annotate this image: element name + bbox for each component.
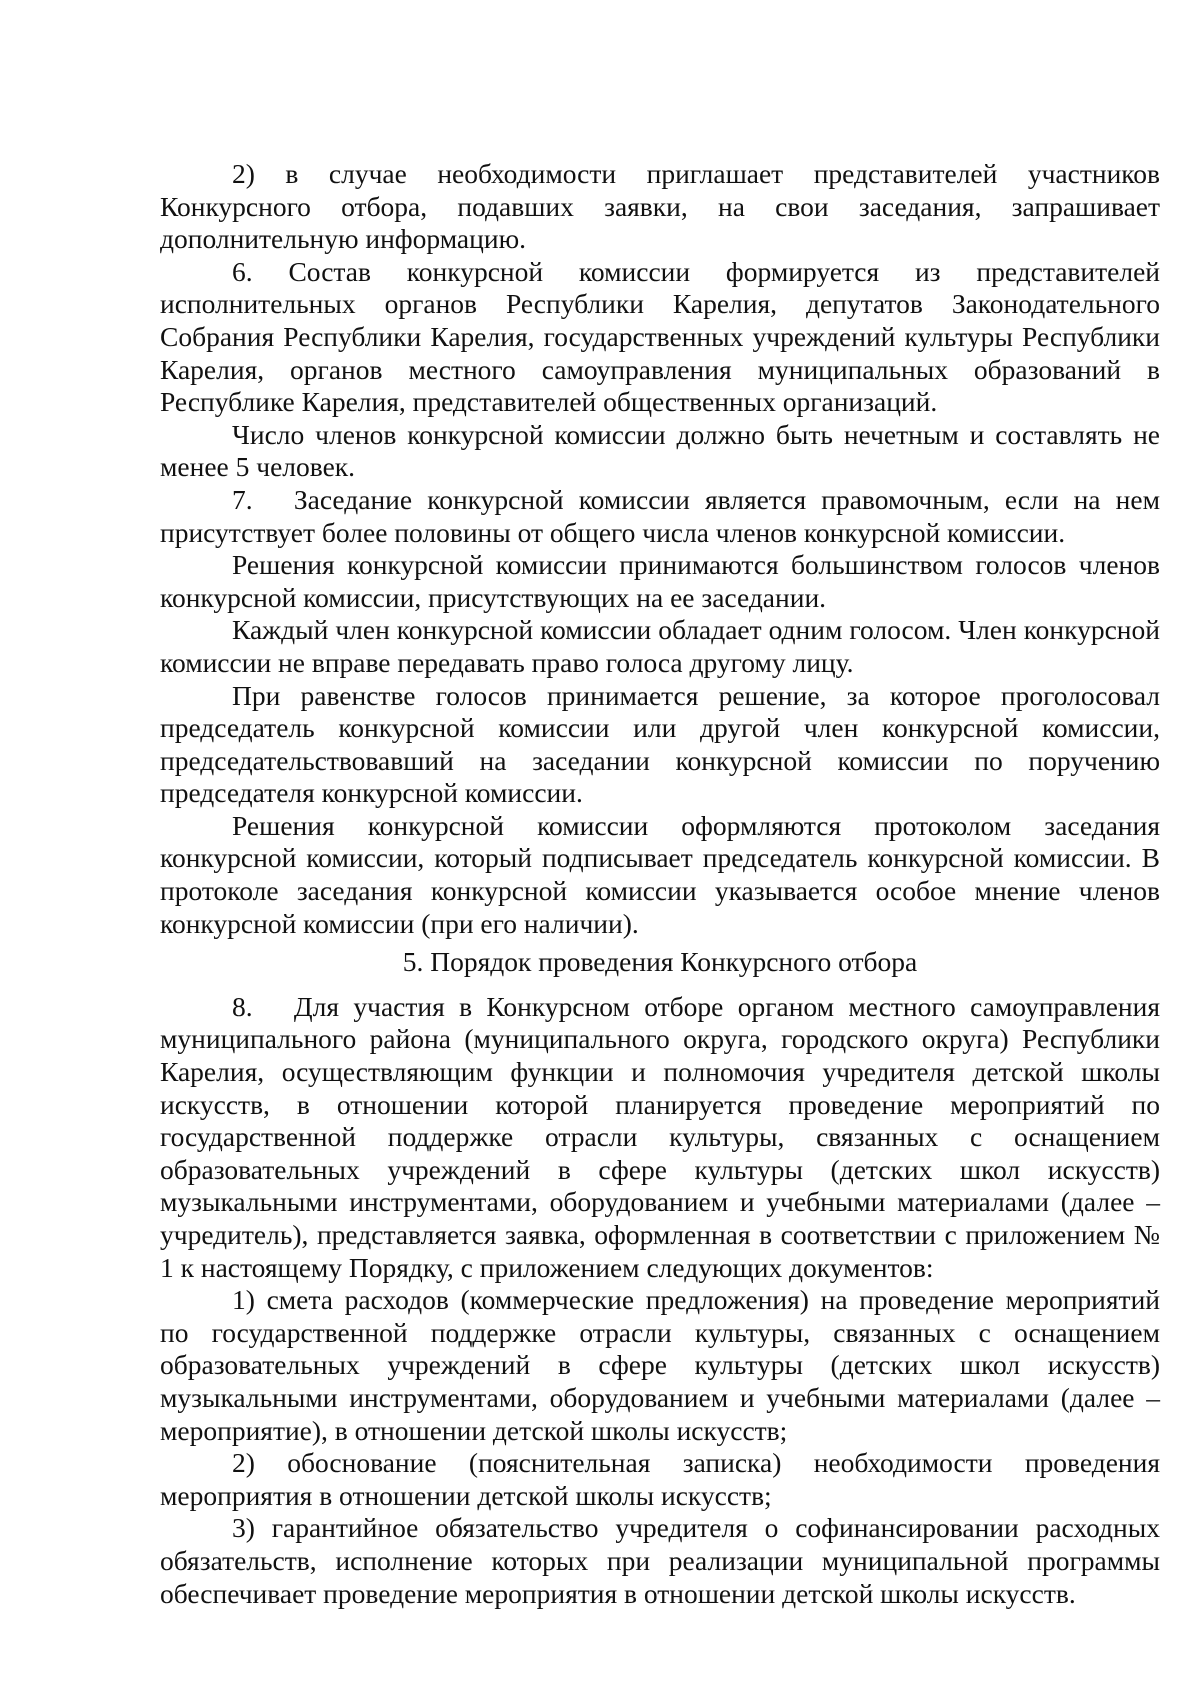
paragraph-decisions-majority: Решения конкурсной комиссии принимаются большинством голосов членов конкурсной комиссии, присутствующих на ее заседании. <box>160 549 1160 613</box>
paragraph-6-commission-composition: 6. Состав конкурсной комиссии формируется из представителей исполнительных органов Республики Карелия, депутатов Законодательного Собрания Республики Карелия, государственных учреждений культуры Республики Карелия, органов местного самоуправления муниципальных образований в Республике Карелия, представителей общественных организаций. <box>160 255 1160 418</box>
section-heading: 5. Порядок проведения Конкурсного отбора <box>402 946 918 978</box>
paragraph-item-3-guarantee: 3) гарантийное обязательство учредителя о софинансировании расходных обязательств, исполнение которых при реализации муниципальной программы обеспечивает проведение мероприятия в отношении детской школы искусств. <box>160 1512 1160 1609</box>
paragraph-members-count: Число членов конкурсной комиссии должно быть нечетным и составлять не менее 5 человек. <box>160 418 1160 483</box>
paragraph-protocol: Решения конкурсной комиссии оформляются протоколом заседания конкурсной комиссии, который подписывает председатель конкурсной комиссии. В протоколе заседания конкурсной комиссии указывается особое мнение членов конкурсной комиссии (при его наличии). <box>160 809 1160 939</box>
paragraph-item-2-justification: 2) обоснование (пояснительная записка) необходимости проведения мероприятия в отношении детской школы искусств; <box>160 1447 1160 1511</box>
paragraph-tie-vote: При равенстве голосов принимается решение, за которое проголосовал председатель конкурсной комиссии или другой член конкурсной комиссии, председательствовавший на заседании конкурсной комиссии по поручению председателя конкурсной комиссии. <box>160 679 1160 809</box>
paragraph-7-quorum: 7. Заседание конкурсной комиссии является правомочным, если на нем присутствует более половины от общего числа членов конкурсной комиссии. <box>160 483 1160 548</box>
paragraph-item-1-estimate: 1) смета расходов (коммерческие предложения) на проведение мероприятий по государственной поддержке отрасли культуры, связанных с оснащением образовательных учреждений в сфере культуры (детских школ искусств) музыкальными инструментами, оборудованием и учебными материалами (далее – мероприятие), в отношении детской школы искусств; <box>160 1284 1160 1446</box>
paragraph-item-2-invite: 2) в случае необходимости приглашает представителей участников Конкурсного отбора, подавших заявки, на свои заседания, запрашивает дополнительную информацию. <box>160 158 1160 255</box>
paragraph-8-application: 8. Для участия в Конкурсном отборе органом местного самоуправления муниципального района (муниципального округа, городского округа) Республики Карелия, осуществляющим функции и полномочия учредителя детской школы искусств, в отношении которой планируется проведение мероприятий по государственной поддержке отрасли культуры, связанных с оснащением образовательных учреждений в сфере культуры (детских школ искусств) музыкальными инструментами, оборудованием и учебными материалами (далее – учредитель), представляется заявка, оформленная в соответствии с приложением № 1 к настоящему Порядку, с приложением следующих документов: <box>160 990 1160 1283</box>
paragraph-one-vote: Каждый член конкурсной комиссии обладает одним голосом. Член конкурсной комиссии не вправе передавать право голоса другому лицу. <box>160 614 1160 678</box>
document-body <box>160 158 1160 1610</box>
